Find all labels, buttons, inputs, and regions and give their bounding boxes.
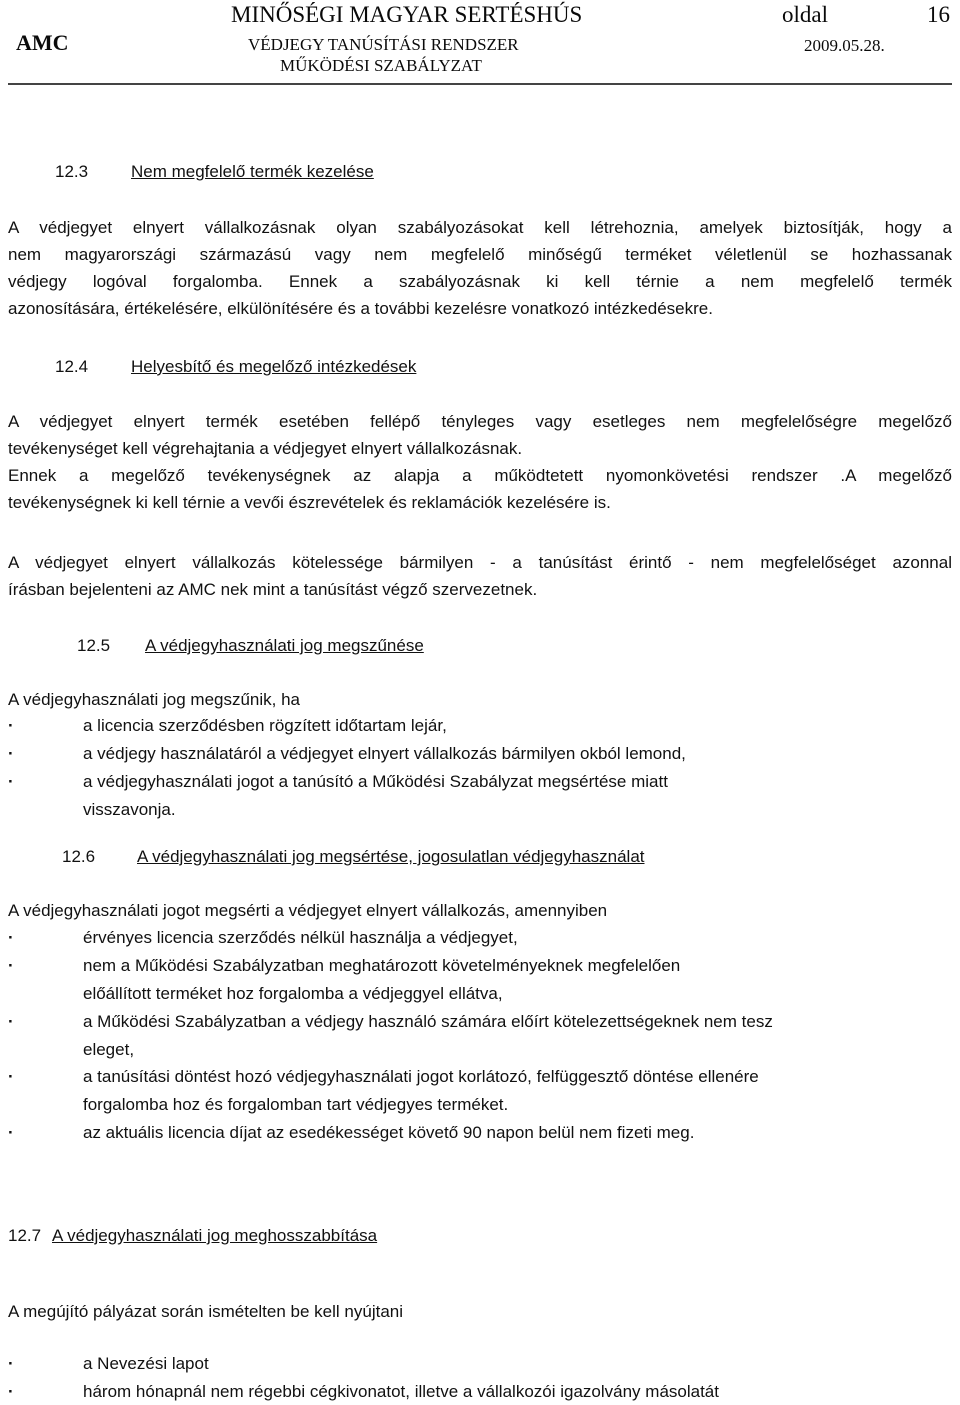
list-item-text: nem a Működési Szabályzatban meghatározott követelményeknek megfelelően xyxy=(83,956,681,975)
list-item-continuation: eleget, xyxy=(83,1040,135,1059)
section-12-7-intro: A megújító pályázat során ismételten be kell nyújtani xyxy=(8,1302,404,1321)
section-12-3-line-2: nem magyarországi származású vagy nem megfelelő minőségű terméket véletlenül se hozhassanak xyxy=(8,245,952,264)
list-item-continuation: előállított terméket hoz forgalomba a védjeggyel ellátva, xyxy=(83,984,503,1003)
header-divider xyxy=(8,83,952,85)
list-item-text: a Működési Szabályzatban a védjegy használó számára előírt kötelezettségeknek nem tesz xyxy=(83,1012,773,1031)
bullet-dot: · xyxy=(8,716,14,735)
section-12-7-number: 12.7 xyxy=(8,1226,42,1245)
list-item-text: a védjegy használatáról a védjegyet elnyert vállalkozás bármilyen okból lemond, xyxy=(83,744,686,763)
page-header xyxy=(0,0,960,80)
header-subtitle-1: VÉDJEGY TANÚSÍTÁSI RENDSZER xyxy=(248,35,519,54)
header-date: 2009.05.28. xyxy=(804,36,885,55)
section-12-3-line-3: védjegy logóval forgalomba. Ennek a szabályozásnak ki kell térnie a nem megfelelő termék xyxy=(8,272,952,291)
section-12-4-p2-line-1: Ennek a megelőző tevékenységnek az alapja a működtetett nyomonkövetési rendszer .A megelőző xyxy=(8,466,952,485)
section-12-5-intro: A védjegyhasználati jog megszűnik, ha xyxy=(8,690,301,709)
bullet-dot: · xyxy=(8,1012,14,1031)
header-page-number: 16 xyxy=(927,2,950,27)
section-12-4-p3-line-1: A védjegyet elnyert vállalkozás kötelessége bármilyen - a tanúsítást érintő - nem megfelelőséget azonnal xyxy=(8,553,952,572)
section-12-3-title: Nem megfelelő termék kezelése xyxy=(131,162,374,181)
section-12-3-line-1: A védjegyet elnyert vállalkozásnak olyan szabályozásokat kell létrehoznia, amelyek biztosítják, hogy a xyxy=(8,218,952,237)
section-12-4-p2-line-2: tevékenységnek ki kell térnie a vevői észrevételek és reklamációk kezelésére is. xyxy=(8,493,611,512)
bullet-dot: · xyxy=(8,744,14,763)
section-12-6-intro: A védjegyhasználati jogot megsérti a védjegyet elnyert vállalkozás, amennyiben xyxy=(8,901,608,920)
bullet-dot: · xyxy=(8,928,14,947)
header-org: AMC xyxy=(16,30,69,55)
section-12-5-title: A védjegyhasználati jog megszűnése xyxy=(145,636,424,655)
bullet-dot: · xyxy=(8,956,14,975)
bullet-dot: · xyxy=(8,772,14,791)
section-12-7-title: A védjegyhasználati jog meghosszabbítása xyxy=(52,1226,378,1245)
section-12-6-title: A védjegyhasználati jog megsértése, jogosulatlan védjegyhasználat xyxy=(137,847,645,866)
section-12-4-number: 12.4 xyxy=(55,357,89,376)
list-item-text: a Nevezési lapot xyxy=(83,1354,209,1373)
bullet-dot: · xyxy=(8,1354,14,1373)
list-item-text: a védjegyhasználati jogot a tanúsító a Működési Szabályzat megsértése miatt xyxy=(83,772,668,791)
section-12-4-p1-line-1: A védjegyet elnyert termék esetében fellépő tényleges vagy esetleges nem megfelelőségre megelőző xyxy=(8,412,952,431)
section-12-4-p3-line-2: írásban bejelenteni az AMC nek mint a tanúsítást végző szervezetnek. xyxy=(8,580,538,599)
list-item-text: érvényes licencia szerződés nélkül használja a védjegyet, xyxy=(83,928,518,947)
section-12-3-line-4: azonosítására, értékelésére, elkülönítésére és a további kezelésre vonatkozó intézkedésekre. xyxy=(8,299,713,318)
list-item-text: a licencia szerződésben rögzített időtartam lejár, xyxy=(83,716,447,735)
section-12-5-number: 12.5 xyxy=(77,636,111,655)
section-12-6-number: 12.6 xyxy=(62,847,96,866)
list-item-continuation: forgalomba hoz és forgalomban tart védjegyes terméket. xyxy=(83,1095,509,1114)
section-12-3-number: 12.3 xyxy=(55,162,89,181)
list-item-text: a tanúsítási döntést hozó védjegyhasználati jogot korlátozó, felfüggesztő döntése ellenére xyxy=(83,1067,759,1086)
list-item-text: az aktuális licencia díjat az esedékességet követő 90 napon belül nem fizeti meg. xyxy=(83,1123,695,1142)
section-12-4-p1-line-2: tevékenységet kell végrehajtania a védjegyet elnyert vállalkozásnak. xyxy=(8,439,523,458)
header-subtitle-2: MŰKÖDÉSI SZABÁLYZAT xyxy=(280,56,482,75)
bullet-dot: · xyxy=(8,1067,14,1086)
header-page-label: oldal xyxy=(782,2,828,27)
bullet-dot: · xyxy=(8,1123,14,1142)
header-title: MINŐSÉGI MAGYAR SERTÉSHÚS xyxy=(231,2,583,27)
bullet-dot: · xyxy=(8,1382,14,1401)
section-12-4-title: Helyesbítő és megelőző intézkedések xyxy=(131,357,417,376)
list-item-text: három hónapnál nem régebbi cégkivonatot, illetve a vállalkozói igazolvány másolatát xyxy=(83,1382,719,1401)
list-item-continuation: visszavonja. xyxy=(83,800,176,819)
